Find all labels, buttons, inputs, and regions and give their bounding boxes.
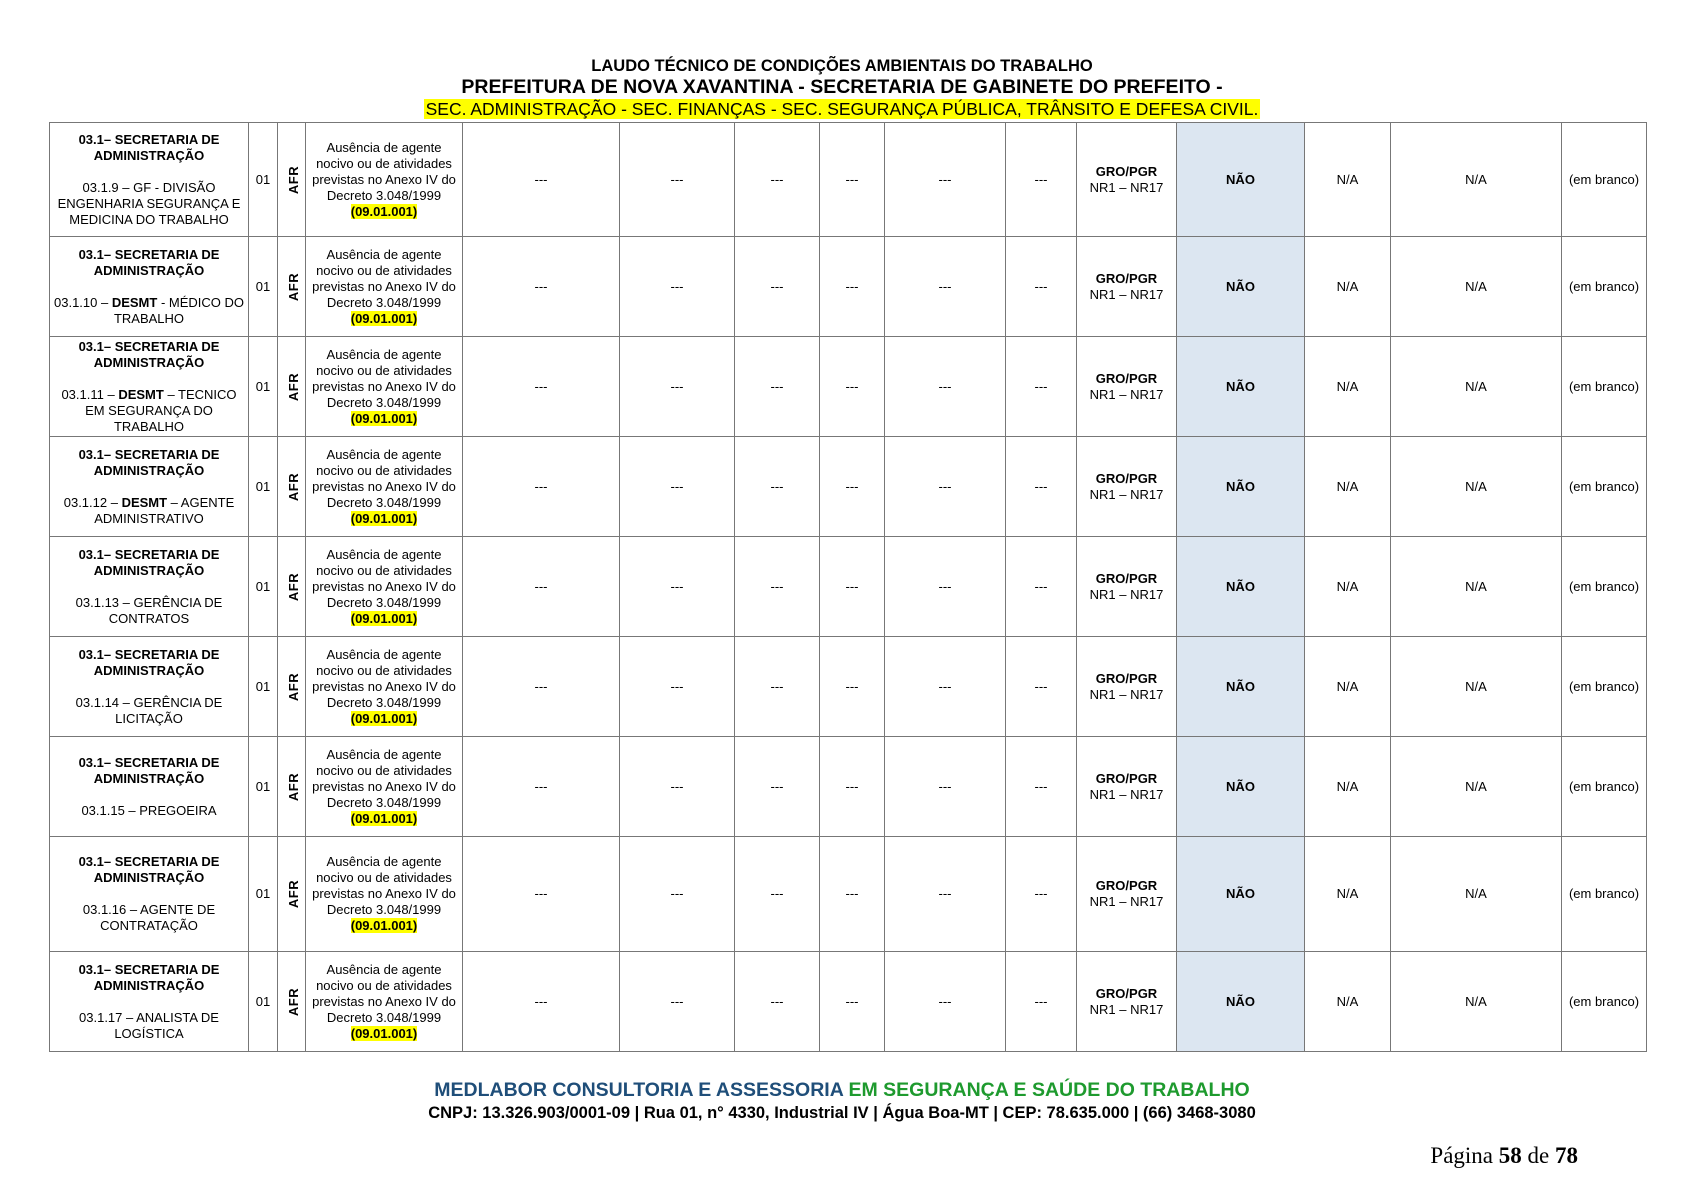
gro-label: GRO/PGR: [1095, 985, 1158, 1001]
gro-cell: [1077, 952, 1177, 1052]
agent-description: Ausência de agente nocivo ou de atividades previstas no Anexo IV do Decreto 3.048/1999: [312, 746, 456, 810]
page-label: Página: [1430, 1143, 1494, 1168]
dash-cell: ---: [735, 237, 820, 337]
table-row: [50, 123, 1647, 237]
gro-cell: [1077, 337, 1177, 437]
departments-highlight: SEC. ADMINISTRAÇÃO - SEC. FINANÇAS - SEC. SEGURANÇA PÚBLICA, TRÂNSITO E DEFESA CIVIL.: [425, 99, 1259, 119]
nao-cell: NÃO: [1177, 437, 1305, 537]
sector-title: 03.1– SECRETARIA DE ADMINISTRAÇÃO: [78, 854, 220, 885]
agent-description: Ausência de agente nocivo ou de atividades previstas no Anexo IV do Decreto 3.048/1999: [312, 246, 456, 310]
role-bold: DESMT: [121, 494, 168, 510]
dash-cell: ---: [463, 537, 620, 637]
dash-cell: ---: [885, 537, 1006, 637]
dash-cell: ---: [463, 737, 620, 837]
dash-cell: ---: [885, 637, 1006, 737]
gro-label: GRO/PGR: [1095, 470, 1158, 486]
dash-cell: ---: [885, 837, 1006, 952]
role-label: [54, 295, 244, 326]
role-label: [64, 495, 235, 526]
agent-cell: [306, 537, 463, 637]
dash-cell: ---: [620, 737, 735, 837]
role-label: [76, 595, 223, 626]
gro-label: GRO/PGR: [1095, 163, 1158, 179]
dash-cell: ---: [620, 952, 735, 1052]
afr-cell: [278, 637, 306, 737]
dash-cell: ---: [620, 237, 735, 337]
agent-cell: [306, 737, 463, 837]
na-cell: N/A: [1305, 437, 1391, 537]
dash-cell: ---: [620, 437, 735, 537]
na-cell: N/A: [1305, 837, 1391, 952]
agent-code: (09.01.001): [350, 410, 418, 426]
afr-label: AFR: [286, 165, 302, 194]
na-cell: N/A: [1305, 737, 1391, 837]
dash-cell: ---: [885, 437, 1006, 537]
table-row: [50, 952, 1647, 1052]
table-row: [50, 237, 1647, 337]
gro-cell: [1077, 837, 1177, 952]
na-cell: N/A: [1305, 637, 1391, 737]
gro-label: GRO/PGR: [1095, 370, 1158, 386]
agent-code: (09.01.001): [350, 710, 418, 726]
blank-cell: (em branco): [1562, 337, 1647, 437]
company-name-green: EM SEGURANÇA E SAÚDE DO TRABALHO: [848, 1079, 1250, 1101]
afr-label: AFR: [286, 772, 302, 801]
dash-cell: ---: [820, 952, 885, 1052]
table-row: [50, 837, 1647, 952]
dash-cell: ---: [735, 637, 820, 737]
agent-code: (09.01.001): [350, 510, 418, 526]
dash-cell: ---: [885, 737, 1006, 837]
agent-description: Ausência de agente nocivo ou de atividades previstas no Anexo IV do Decreto 3.048/1999: [312, 346, 456, 410]
nao-cell: NÃO: [1177, 737, 1305, 837]
na-cell: N/A: [1305, 123, 1391, 237]
agent-code: (09.01.001): [350, 810, 418, 826]
company-name-blue: MEDLABOR CONSULTORIA E ASSESSORIA: [434, 1079, 844, 1101]
blank-cell: (em branco): [1562, 952, 1647, 1052]
gro-cell: [1077, 237, 1177, 337]
dash-cell: ---: [463, 437, 620, 537]
na-cell: N/A: [1305, 237, 1391, 337]
role-post: - MÉDICO DO TRABALHO: [113, 294, 244, 326]
nao-cell: NÃO: [1177, 637, 1305, 737]
nr-label: NR1 – NR17: [1089, 386, 1164, 402]
na-cell: N/A: [1391, 637, 1562, 737]
dash-cell: ---: [620, 637, 735, 737]
dash-cell: ---: [735, 837, 820, 952]
dash-cell: ---: [820, 637, 885, 737]
blank-cell: (em branco): [1562, 637, 1647, 737]
document-header: [0, 56, 1684, 122]
agent-code: (09.01.001): [350, 310, 418, 326]
dash-cell: ---: [463, 237, 620, 337]
agent-description: Ausência de agente nocivo ou de atividades previstas no Anexo IV do Decreto 3.048/1999: [312, 546, 456, 610]
na-cell: N/A: [1391, 437, 1562, 537]
dash-cell: ---: [463, 837, 620, 952]
page-number: [1430, 1143, 1578, 1169]
afr-label: AFR: [286, 272, 302, 301]
role-label: [76, 695, 223, 726]
quantity-cell: 01: [249, 237, 278, 337]
role-label: [58, 180, 241, 227]
quantity-cell: 01: [249, 952, 278, 1052]
dash-cell: ---: [463, 952, 620, 1052]
na-cell: N/A: [1305, 537, 1391, 637]
agent-cell: [306, 237, 463, 337]
role-pre: 03.1.11 –: [61, 386, 119, 402]
role-post: – AGENTE ADMINISTRATIVO: [94, 494, 235, 526]
agent-cell: [306, 637, 463, 737]
na-cell: N/A: [1391, 123, 1562, 237]
role-label: [83, 902, 215, 933]
nao-cell: NÃO: [1177, 537, 1305, 637]
afr-cell: [278, 737, 306, 837]
role-pre: 03.1.9 – GF - DIVISÃO ENGENHARIA SEGURANÇA E MEDICINA DO TRABALHO: [57, 179, 241, 227]
na-cell: N/A: [1305, 337, 1391, 437]
agent-cell: [306, 123, 463, 237]
role-post: – TECNICO EM SEGURANÇA DO TRABALHO: [85, 386, 237, 434]
afr-cell: [278, 537, 306, 637]
dash-cell: ---: [735, 537, 820, 637]
afr-cell: [278, 123, 306, 237]
nao-cell: NÃO: [1177, 123, 1305, 237]
blank-cell: (em branco): [1562, 837, 1647, 952]
dash-cell: ---: [1006, 952, 1077, 1052]
dash-cell: ---: [820, 837, 885, 952]
nao-cell: NÃO: [1177, 952, 1305, 1052]
table-row: [50, 337, 1647, 437]
sector-title: 03.1– SECRETARIA DE ADMINISTRAÇÃO: [78, 246, 220, 278]
sector-title: 03.1– SECRETARIA DE ADMINISTRAÇÃO: [78, 338, 220, 370]
nr-label: NR1 – NR17: [1089, 786, 1164, 802]
sector-title: 03.1– SECRETARIA DE ADMINISTRAÇÃO: [78, 646, 220, 678]
dash-cell: ---: [735, 123, 820, 237]
blank-cell: (em branco): [1562, 537, 1647, 637]
blank-cell: (em branco): [1562, 437, 1647, 537]
afr-label: AFR: [286, 672, 302, 701]
nr-label: NR1 – NR17: [1089, 586, 1164, 602]
nr-label: NR1 – NR17: [1089, 894, 1164, 909]
afr-label: AFR: [286, 572, 302, 601]
report-title: LAUDO TÉCNICO DE CONDIÇÕES AMBIENTAIS DO TRABALHO: [591, 57, 1093, 75]
table-row: [50, 437, 1647, 537]
na-cell: N/A: [1391, 237, 1562, 337]
na-cell: N/A: [1391, 952, 1562, 1052]
dash-cell: ---: [1006, 537, 1077, 637]
document-footer: [0, 1078, 1684, 1124]
gro-cell: [1077, 437, 1177, 537]
sector-cell: [50, 337, 249, 437]
role-bold: DESMT: [111, 294, 158, 310]
role-label: [61, 387, 236, 434]
report-subtitle: PREFEITURA DE NOVA XAVANTINA - SECRETARIA DE GABINETE DO PREFEITO -: [461, 76, 1223, 98]
afr-cell: [278, 952, 306, 1052]
dash-cell: ---: [735, 952, 820, 1052]
afr-label: AFR: [286, 472, 302, 501]
quantity-cell: 01: [249, 437, 278, 537]
nr-label: NR1 – NR17: [1089, 179, 1164, 195]
sector-cell: [50, 737, 249, 837]
sector-title: 03.1– SECRETARIA DE ADMINISTRAÇÃO: [78, 446, 220, 478]
table-row: [50, 637, 1647, 737]
afr-cell: [278, 437, 306, 537]
company-name: [0, 1078, 1684, 1102]
dash-cell: ---: [735, 337, 820, 437]
nr-label: NR1 – NR17: [1089, 286, 1164, 302]
dash-cell: ---: [820, 337, 885, 437]
agent-cell: [306, 337, 463, 437]
role-pre: 03.1.14 – GERÊNCIA DE LICITAÇÃO: [75, 694, 223, 726]
risk-table-body: [50, 123, 1647, 1052]
quantity-cell: 01: [249, 123, 278, 237]
role-label: [79, 1010, 219, 1041]
gro-cell: [1077, 637, 1177, 737]
agent-code: (09.01.001): [350, 1025, 418, 1041]
quantity-cell: 01: [249, 837, 278, 952]
dash-cell: ---: [620, 123, 735, 237]
dash-cell: ---: [463, 337, 620, 437]
dash-cell: ---: [885, 123, 1006, 237]
quantity-cell: 01: [249, 737, 278, 837]
dash-cell: ---: [885, 237, 1006, 337]
quantity-cell: 01: [249, 337, 278, 437]
dash-cell: ---: [1006, 337, 1077, 437]
company-address: CNPJ: 13.326.903/0001-09 | Rua 01, n° 4330, Industrial IV | Água Boa-MT | CEP: 78.635.000 | (66) 3468-3080: [428, 1104, 1256, 1122]
page-of: de: [1527, 1143, 1550, 1168]
gro-cell: [1077, 537, 1177, 637]
dash-cell: ---: [735, 737, 820, 837]
gro-cell: [1077, 737, 1177, 837]
table-row: [50, 537, 1647, 637]
agent-code: (09.01.001): [350, 203, 418, 219]
dash-cell: ---: [820, 123, 885, 237]
dash-cell: ---: [820, 537, 885, 637]
nr-label: NR1 – NR17: [1089, 1001, 1164, 1017]
afr-label: AFR: [286, 372, 302, 401]
dash-cell: ---: [1006, 437, 1077, 537]
na-cell: N/A: [1391, 537, 1562, 637]
page-current: 58: [1498, 1143, 1522, 1168]
agent-description: Ausência de agente nocivo ou de atividades previstas no Anexo IV do Decreto 3.048/1999: [312, 139, 456, 203]
sector-cell: [50, 537, 249, 637]
sector-cell: [50, 437, 249, 537]
afr-label: AFR: [286, 879, 302, 909]
gro-label: GRO/PGR: [1095, 878, 1158, 893]
dash-cell: ---: [1006, 737, 1077, 837]
quantity-cell: 01: [249, 537, 278, 637]
sector-title: 03.1– SECRETARIA DE ADMINISTRAÇÃO: [78, 754, 220, 786]
agent-description: Ausência de agente nocivo ou de atividades previstas no Anexo IV do Decreto 3.048/1999: [312, 646, 456, 710]
sector-cell: [50, 123, 249, 237]
gro-label: GRO/PGR: [1095, 270, 1158, 286]
role-bold: DESMT: [118, 386, 164, 402]
dash-cell: ---: [1006, 637, 1077, 737]
afr-cell: [278, 237, 306, 337]
afr-cell: [278, 837, 306, 952]
page-total: 78: [1555, 1143, 1578, 1168]
na-cell: N/A: [1305, 952, 1391, 1052]
report-departments: [0, 98, 1684, 122]
agent-description: Ausência de agente nocivo ou de atividades previstas no Anexo IV do Decreto 3.048/1999: [312, 446, 456, 510]
sector-cell: [50, 237, 249, 337]
agent-code: (09.01.001): [350, 918, 418, 933]
nao-cell: NÃO: [1177, 237, 1305, 337]
quantity-cell: 01: [249, 637, 278, 737]
sector-cell: [50, 637, 249, 737]
dash-cell: ---: [885, 952, 1006, 1052]
dash-cell: ---: [820, 737, 885, 837]
agent-code: (09.01.001): [350, 610, 418, 626]
gro-label: GRO/PGR: [1095, 670, 1158, 686]
table-row: [50, 737, 1647, 837]
role-pre: 03.1.12 –: [63, 494, 122, 510]
dash-cell: ---: [1006, 123, 1077, 237]
na-cell: N/A: [1391, 337, 1562, 437]
nao-cell: NÃO: [1177, 837, 1305, 952]
na-cell: N/A: [1391, 837, 1562, 952]
dash-cell: ---: [620, 837, 735, 952]
dash-cell: ---: [620, 337, 735, 437]
dash-cell: ---: [1006, 237, 1077, 337]
blank-cell: (em branco): [1562, 237, 1647, 337]
role-pre: 03.1.17 – ANALISTA DE LOGÍSTICA: [79, 1009, 219, 1041]
role-pre: 03.1.15 – PREGOEIRA: [81, 802, 217, 818]
nao-cell: NÃO: [1177, 337, 1305, 437]
dash-cell: ---: [1006, 837, 1077, 952]
na-cell: N/A: [1391, 737, 1562, 837]
dash-cell: ---: [620, 537, 735, 637]
sector-title: 03.1– SECRETARIA DE ADMINISTRAÇÃO: [78, 961, 220, 993]
dash-cell: ---: [820, 237, 885, 337]
gro-label: GRO/PGR: [1095, 570, 1158, 586]
role-pre: 03.1.16 – AGENTE DE CONTRATAÇÃO: [82, 902, 216, 933]
agent-description: Ausência de agente nocivo ou de atividades previstas no Anexo IV do Decreto 3.048/1999: [312, 961, 456, 1025]
role-pre: 03.1.10 –: [54, 294, 112, 310]
sector-title: 03.1– SECRETARIA DE ADMINISTRAÇÃO: [78, 131, 220, 163]
dash-cell: ---: [463, 123, 620, 237]
sector-cell: [50, 837, 249, 952]
dash-cell: ---: [735, 437, 820, 537]
blank-cell: (em branco): [1562, 123, 1647, 237]
role-label: [81, 803, 216, 818]
agent-cell: [306, 437, 463, 537]
afr-label: AFR: [286, 987, 302, 1016]
role-pre: 03.1.13 – GERÊNCIA DE CONTRATOS: [75, 594, 223, 626]
risk-table: [49, 122, 1647, 1052]
agent-cell: [306, 952, 463, 1052]
sector-title: 03.1– SECRETARIA DE ADMINISTRAÇÃO: [78, 546, 220, 578]
gro-label: GRO/PGR: [1095, 770, 1158, 786]
dash-cell: ---: [885, 337, 1006, 437]
gro-cell: [1077, 123, 1177, 237]
nr-label: NR1 – NR17: [1089, 686, 1164, 702]
sector-cell: [50, 952, 249, 1052]
dash-cell: ---: [463, 637, 620, 737]
agent-cell: [306, 837, 463, 952]
afr-cell: [278, 337, 306, 437]
blank-cell: (em branco): [1562, 737, 1647, 837]
agent-description: Ausência de agente nocivo ou de atividades previstas no Anexo IV do Decreto 3.048/1999: [312, 854, 456, 917]
dash-cell: ---: [820, 437, 885, 537]
nr-label: NR1 – NR17: [1089, 486, 1164, 502]
